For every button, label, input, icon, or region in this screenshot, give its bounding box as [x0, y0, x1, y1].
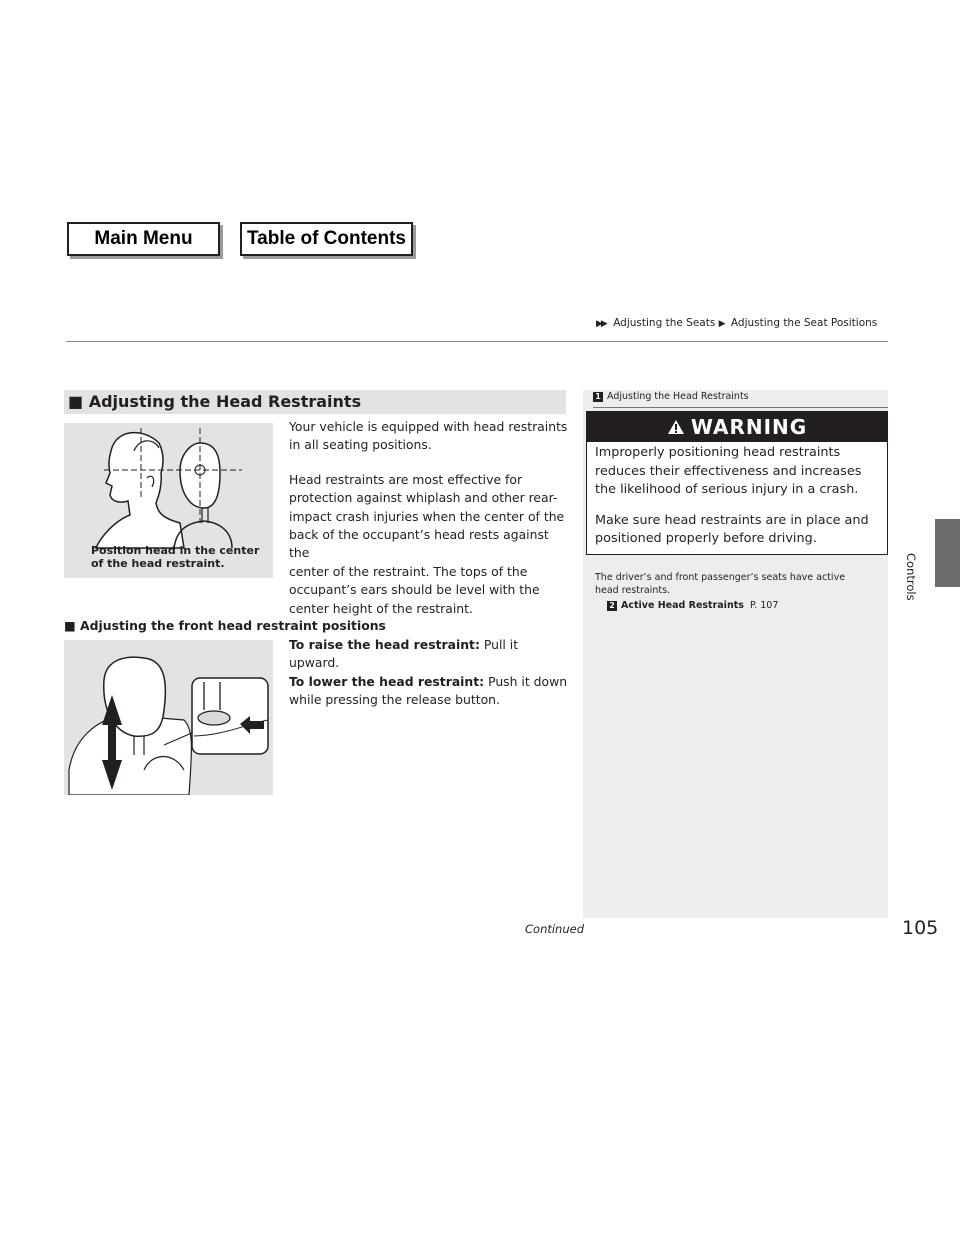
active-head-restraints-link[interactable]: 2 Active Head Restraints P. 107: [595, 599, 845, 612]
breadcrumb-arrows-icon: ▶▶: [596, 319, 606, 329]
head-restraint-adjust-figure: [64, 640, 273, 795]
breadcrumb-item-seat-positions[interactable]: Adjusting the Seat Positions: [730, 317, 878, 329]
cross-reference-icon: 2: [607, 601, 617, 611]
main-menu-button[interactable]: Main Menu: [67, 222, 220, 256]
note-marker-icon: 1: [593, 392, 603, 402]
header-divider: [66, 341, 888, 342]
breadcrumb-separator-icon: ▶: [718, 319, 724, 329]
breadcrumb: [596, 317, 877, 329]
warning-box: [586, 411, 888, 555]
chapter-tab-marker: [935, 519, 960, 587]
continued-label: Continued: [525, 922, 585, 936]
chapter-tab-label[interactable]: Controls: [904, 553, 918, 601]
section-title: Adjusting the Head Restraints: [88, 392, 362, 411]
table-of-contents-button[interactable]: Table of Contents: [240, 222, 413, 256]
warning-text: Improperly positioning head restraints reduces their effectiveness and increases the likelihood of serious injury in a crash. Make sure head restraints are in place and positioned properly before driving.: [595, 445, 869, 547]
page-number: 105: [902, 917, 939, 939]
sidebar-note: The driver’s and front passenger’s seats have active head restraints. 2 Active Head Restraints P. 107: [595, 572, 846, 611]
subsection-title: ■ Adjusting the front head restraint positions: [64, 618, 386, 633]
figure-caption: Position head in the center of the head restraint.: [91, 544, 260, 570]
breadcrumb-item-seats[interactable]: Adjusting the Seats: [613, 317, 716, 329]
sidebar-divider: [593, 407, 888, 408]
section-header: [64, 390, 566, 414]
sidebar-title: 1 Adjusting the Head Restraints: [593, 391, 749, 402]
adjust-illustration: [64, 640, 273, 795]
warning-triangle-icon: [667, 419, 685, 435]
intro-text: Your vehicle is equipped with head restraints in all seating positions. Head restraints are most effective for protection against whiplash and other rear- impact crash injuries when the center of the back of the occupant’s head rests against the center of the restraint. The tops of the occupant’s ears should be level with the center height of the restraint.: [289, 419, 568, 616]
subsection-marker-icon: ■: [64, 618, 76, 633]
adjust-instructions: To raise the head restraint: Pull it upward. To lower the head restraint: Push it down while pressing the release button.: [289, 637, 568, 708]
section-marker-icon: ■: [68, 392, 84, 411]
warning-header: [587, 412, 887, 442]
warning-label: WARNING: [690, 415, 808, 439]
head-position-figure: [64, 423, 273, 578]
